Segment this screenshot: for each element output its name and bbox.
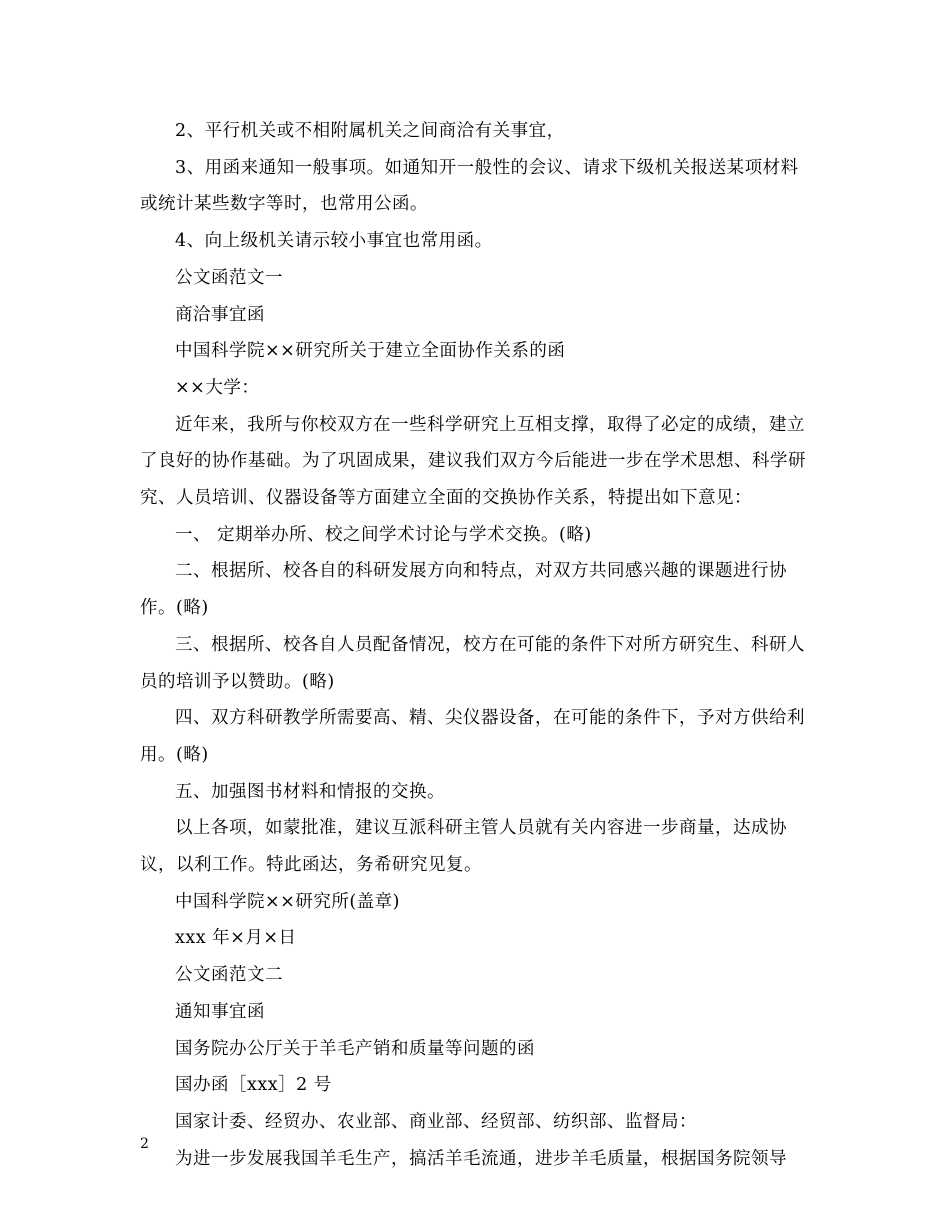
- example-one-point-5: 五、加强图书材料和情报的交换。: [175, 781, 445, 802]
- example-one-type: 商洽事宜函: [175, 304, 265, 325]
- document-body: [140, 113, 815, 1177]
- example-one-point-4: 四、双方科研教学所需要高、精、尖仪器设备，在可能的条件下，予对方供给利用。(略): [140, 708, 805, 765]
- example-one-closing: 以上各项，如蒙批准，建议互派科研主管人员就有关内容进一步商量，达成协议，以利工作。特此函达，务希研究见复。: [140, 818, 787, 876]
- example-two-body-start: 为进一步发展我国羊毛生产，搞活羊毛流通，进步羊毛质量，根据国务院领导: [175, 1148, 787, 1169]
- example-one-point-1: 一、 定期举办所、校之间学术讨论与学术交换。(略): [175, 524, 592, 545]
- example-one-point-3: 三、根据所、校各自人员配备情况，校方在可能的条件下对所方研究生、科研人员的培训予以赞助。(略): [140, 634, 805, 692]
- paragraph-item-2: 2、平行机关或不相附属机关之间商洽有关事宜，: [175, 121, 565, 141]
- page-number: 2: [140, 1136, 149, 1152]
- example-one-recipient: ××大学：: [175, 377, 260, 398]
- example-one-point-2: 二、根据所、校各自的科研发展方向和特点，对双方共同感兴趣的课题进行协作。(略): [140, 561, 787, 619]
- paragraph-item-4: 4、向上级机关请示较小事宜也常用函。: [175, 231, 493, 252]
- example-one-title: 中国科学院××研究所关于建立全面协作关系的函: [175, 341, 566, 362]
- example-two-title: 国务院办公厅关于羊毛产销和质量等问题的函: [175, 1038, 535, 1059]
- example-one-intro: 近年来，我所与你校双方在一些科学研究上互相支撑，取得了必定的成绩，建立了良好的协作基础。为了巩固成果，建议我们双方今后能进一步在学术思想、科学研究、人员培训、仪器设备等方面建立全面的交换协作关系，特提出如下意见：: [140, 414, 806, 509]
- example-two-recipients: 国家计委、经贸办、农业部、商业部、经贸部、纺织部、监督局：: [175, 1111, 697, 1132]
- paragraph-item-3: 3、用函来通知一般事项。如通知开一般性的会议、请求下级机关报送某项材料或统计某些数字等时，也常用公函。: [140, 157, 799, 215]
- example-two-document-number: 国办函［xxx］2 号: [175, 1075, 332, 1096]
- example-two-heading: 公文函范文二: [175, 965, 283, 986]
- example-one-heading: 公文函范文一: [175, 267, 283, 288]
- example-two-type: 通知事宜函: [175, 1001, 265, 1022]
- example-one-signature: 中国科学院××研究所(盖章): [175, 891, 400, 912]
- example-one-date: xxx 年×月×日: [175, 928, 297, 949]
